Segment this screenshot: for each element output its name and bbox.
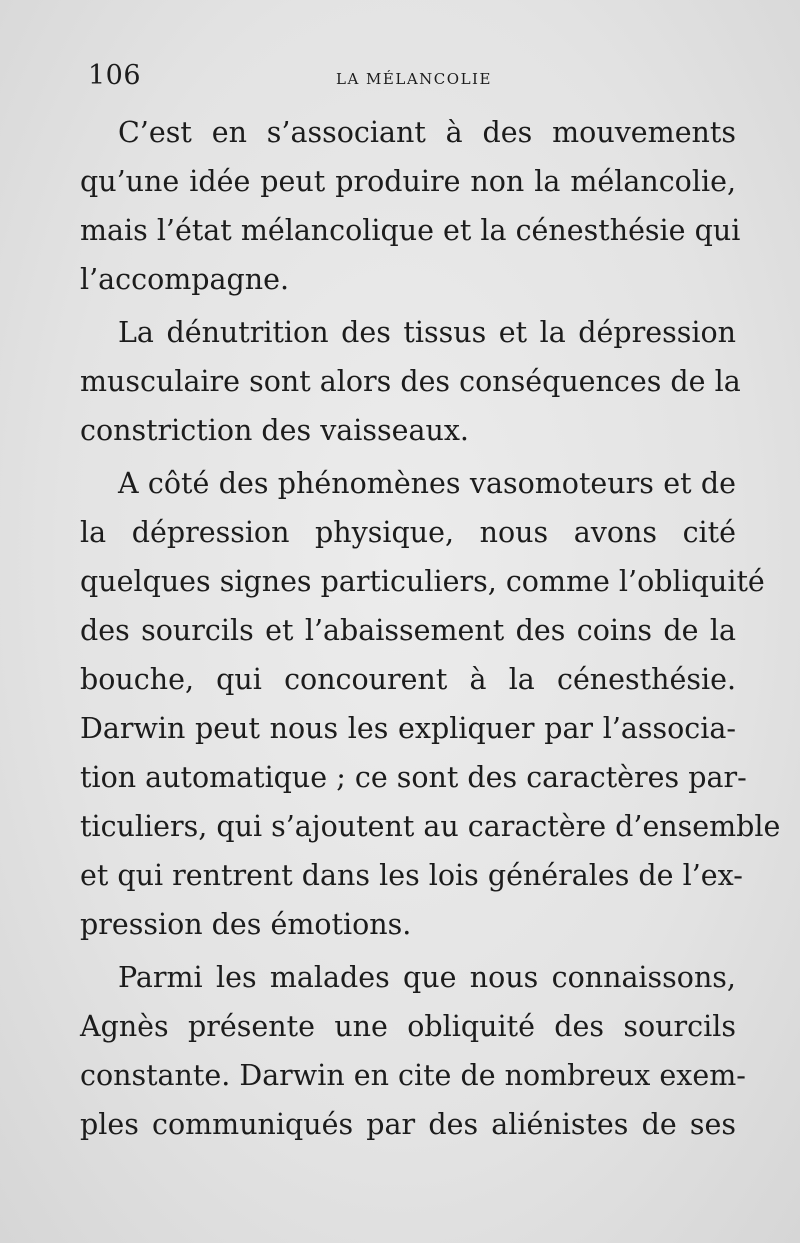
text-line: A côté des phénomènes vasomoteurs et de bbox=[118, 467, 736, 500]
text-line: des sourcils et l’abaissement des coins de la bbox=[80, 614, 736, 647]
text-line: quelques signes particuliers, comme l’obliquité bbox=[80, 565, 765, 598]
text-line: ticuliers, qui s’ajoutent au caractère d’ensemble bbox=[80, 810, 781, 843]
body-text bbox=[80, 108, 781, 1149]
text-line: constriction des vaisseaux. bbox=[80, 414, 469, 447]
text-line: constante. Darwin en cite de nombreux exem- bbox=[80, 1059, 746, 1092]
text-line: C’est en s’associant à des mouvements bbox=[118, 116, 736, 149]
paragraph bbox=[80, 108, 741, 304]
text-line: Agnès présente une obliquité des sourcils bbox=[80, 1010, 736, 1043]
running-title: LA MÉLANCOLIE bbox=[336, 70, 492, 88]
text-line: l’accompagne. bbox=[80, 263, 290, 296]
text-line: musculaire sont alors des conséquences de la bbox=[80, 365, 741, 398]
text-line: pression des émotions. bbox=[80, 908, 412, 941]
text-line: ples communiqués par des aliénistes de ses bbox=[80, 1108, 736, 1141]
text-line: mais l’état mélancolique et la cénesthésie qui bbox=[80, 214, 741, 247]
text-line: et qui rentrent dans les lois générales de l’ex- bbox=[80, 859, 743, 892]
text-line: La dénutrition des tissus et la dépression bbox=[118, 316, 736, 349]
text-line: Parmi les malades que nous connaissons, bbox=[118, 961, 736, 994]
page-number: 106 bbox=[88, 60, 142, 91]
text-line: Darwin peut nous les expliquer par l’associa- bbox=[80, 712, 736, 745]
paragraph bbox=[80, 953, 746, 1149]
paragraph bbox=[80, 308, 741, 455]
text-line: bouche, qui concourent à la cénesthésie. bbox=[80, 663, 736, 696]
text-line: la dépression physique, nous avons cité bbox=[80, 516, 736, 549]
paragraph bbox=[80, 459, 781, 949]
running-head bbox=[88, 58, 738, 98]
text-line: qu’une idée peut produire non la mélancolie, bbox=[80, 165, 736, 198]
text-line: tion automatique ; ce sont des caractères par- bbox=[80, 761, 747, 794]
